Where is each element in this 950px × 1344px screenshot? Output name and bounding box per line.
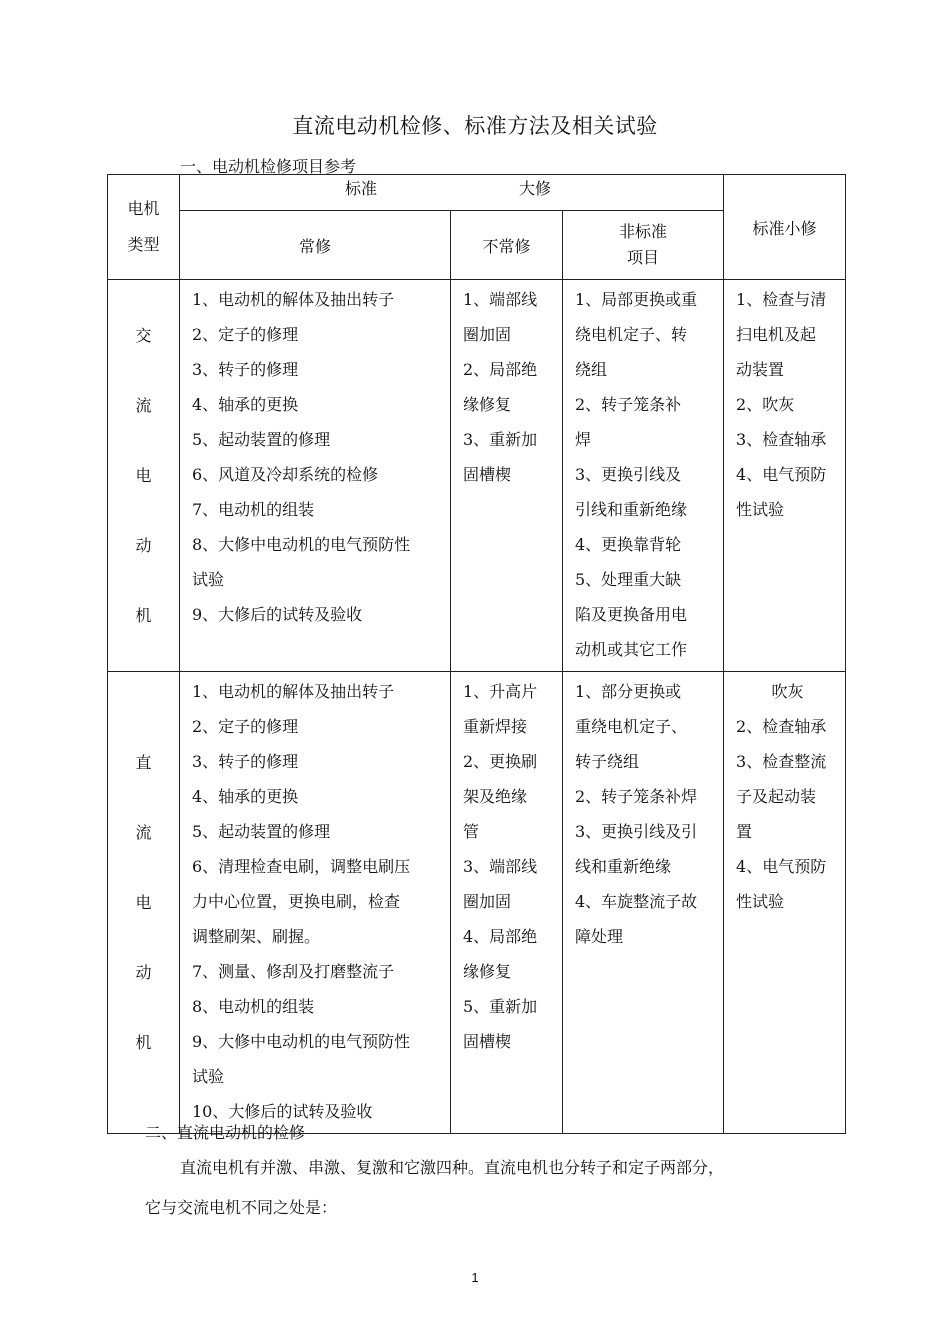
list-item: 2、局部绝	[463, 360, 538, 379]
list-item: 2、转子笼条补	[575, 395, 682, 414]
list-item: 4、更换靠背轮	[575, 535, 682, 554]
list-item: 3、检查整流	[736, 752, 827, 771]
list-item: 管	[463, 822, 480, 841]
list-item: 3、更换引线及	[575, 465, 682, 484]
list-item: 引线和重新绝缘	[575, 500, 688, 519]
list-item: 4、局部绝	[463, 927, 538, 946]
list-item: 试验	[192, 1067, 225, 1086]
list-item: 10、大修后的试转及验收	[192, 1102, 373, 1121]
header-motor-type-line2: 类型	[127, 235, 160, 254]
list-item: 5、起动装置的修理	[192, 822, 331, 841]
list-item: 4、电气预防	[736, 857, 827, 876]
list-item: 固槽楔	[463, 1032, 512, 1051]
dc-type-char: 电	[135, 892, 152, 912]
list-item: 2、更换刷	[463, 752, 538, 771]
dc-motor-type	[108, 672, 180, 1134]
list-item: 7、电动机的组装	[192, 500, 315, 519]
page-number: 1	[471, 1270, 479, 1285]
list-item: 圈加固	[463, 325, 512, 344]
list-item: 缘修复	[463, 395, 512, 414]
list-item: 5、重新加	[463, 997, 538, 1016]
list-item: 子及起动装	[736, 787, 817, 806]
header-irregular: 不常修	[451, 211, 563, 280]
list-item: 缘修复	[463, 962, 512, 981]
header-minor-repair: 标准小修	[724, 175, 846, 280]
list-item: 3、转子的修理	[192, 360, 299, 379]
list-item: 2、转子笼条补焊	[575, 787, 698, 806]
dc-type-char: 机	[135, 1032, 152, 1052]
list-item: 1、电动机的解体及抽出转子	[192, 682, 395, 701]
header-standard: 标准	[345, 179, 378, 198]
list-item: 5、起动装置的修理	[192, 430, 331, 449]
list-item: 性试验	[736, 892, 785, 911]
header-nonstandard-line1: 非标准	[619, 222, 668, 241]
ac-type-char: 交	[135, 325, 152, 345]
ac-motor-type	[108, 280, 180, 672]
list-item: 6、清理检查电刷，调整电刷压	[192, 857, 411, 876]
header-motor-type-line1: 电机	[127, 199, 160, 218]
dc-type-char: 动	[135, 962, 152, 982]
list-item: 4、轴承的更换	[192, 787, 299, 806]
list-item: 4、车旋整流子故	[575, 892, 698, 911]
list-item: 1、电动机的解体及抽出转子	[192, 290, 395, 309]
list-item: 3、检查轴承	[736, 430, 827, 449]
list-item: 固槽楔	[463, 465, 512, 484]
paragraph-line-1: 直流电机有并激、串激、复激和它激四种。直流电机也分转子和定子两部分，	[180, 1158, 725, 1177]
list-item: 1、端部线	[463, 290, 538, 309]
list-item: 扫电机及起	[736, 325, 817, 344]
list-item: 圈加固	[463, 892, 512, 911]
list-item: 5、处理重大缺	[575, 570, 682, 589]
list-item: 2、定子的修理	[192, 717, 299, 736]
paragraph-line-2: 它与交流电机不同之处是：	[145, 1198, 338, 1217]
list-item: 1、检查与清	[736, 290, 827, 309]
list-item: 6、风道及冷却系统的检修	[192, 465, 379, 484]
dc-minor-list	[724, 672, 846, 1134]
list-item: 陷及更换备用电	[575, 605, 688, 624]
ac-minor-list	[724, 280, 846, 672]
list-item: 动机或其它工作	[575, 640, 688, 659]
page-title: 直流电动机检修、标准方法及相关试验	[292, 114, 658, 138]
ac-type-char: 电	[135, 465, 152, 485]
list-item: 4、电气预防	[736, 465, 827, 484]
list-item: 绕电机定子、转	[575, 325, 688, 344]
list-item: 8、电动机的组装	[192, 997, 315, 1016]
list-item: 2、定子的修理	[192, 325, 299, 344]
list-item: 3、重新加	[463, 430, 538, 449]
list-item: 3、转子的修理	[192, 752, 299, 771]
list-item: 7、测量、修刮及打磨整流子	[192, 962, 395, 981]
list-item: 8、大修中电动机的电气预防性	[192, 535, 411, 554]
header-regular: 常修	[180, 211, 451, 280]
list-item: 1、部分更换或	[575, 682, 682, 701]
section-heading-2: 二、直流电动机的检修	[145, 1123, 306, 1142]
ac-nonstandard-list	[563, 280, 724, 672]
header-standard-overhaul	[180, 175, 724, 211]
ac-type-char: 机	[135, 605, 152, 625]
header-nonstandard-line2: 项目	[627, 248, 660, 267]
section-heading-1: 一、电动机检修项目参考	[180, 157, 357, 176]
dc-type-char: 直	[135, 752, 152, 772]
list-item: 动装置	[736, 360, 785, 379]
list-item: 置	[736, 822, 753, 841]
dc-irregular-list	[451, 672, 563, 1134]
dc-type-char: 流	[135, 822, 152, 842]
header-overhaul: 大修	[519, 179, 552, 198]
ac-type-char: 流	[135, 395, 152, 415]
repair-items-table	[107, 174, 846, 1134]
list-item: 9、大修中电动机的电气预防性	[192, 1032, 411, 1051]
list-item: 2、吹灰	[736, 395, 795, 414]
list-item: 2、检查轴承	[736, 717, 827, 736]
list-item: 障处理	[575, 927, 624, 946]
header-motor-type	[108, 175, 180, 280]
list-item: 调整刷架、刷握。	[192, 927, 321, 946]
list-item: 线和重新绝缘	[575, 857, 672, 876]
dc-nonstandard-list	[563, 672, 724, 1134]
list-item: 架及绝缘	[463, 787, 528, 806]
list-item: 力中心位置，更换电刷，检查	[192, 892, 401, 911]
ac-irregular-list	[451, 280, 563, 672]
list-item: 9、大修后的试转及验收	[192, 605, 363, 624]
list-item: 焊	[575, 430, 592, 449]
dc-regular-list	[180, 672, 451, 1134]
list-item: 绕组	[575, 360, 608, 379]
list-item: 试验	[192, 570, 225, 589]
list-item: 性试验	[736, 500, 785, 519]
list-item: 吹灰	[771, 682, 804, 701]
list-item: 转子绕组	[575, 752, 640, 771]
list-item: 1、升高片	[463, 682, 538, 701]
ac-regular-list	[180, 280, 451, 672]
list-item: 1、局部更换或重	[575, 290, 698, 309]
list-item: 4、轴承的更换	[192, 395, 299, 414]
list-item: 3、端部线	[463, 857, 538, 876]
list-item: 重新焊接	[463, 717, 528, 736]
header-nonstandard	[563, 211, 724, 280]
list-item: 重绕电机定子、	[575, 717, 688, 736]
ac-type-char: 动	[135, 535, 152, 555]
list-item: 3、更换引线及引	[575, 822, 698, 841]
